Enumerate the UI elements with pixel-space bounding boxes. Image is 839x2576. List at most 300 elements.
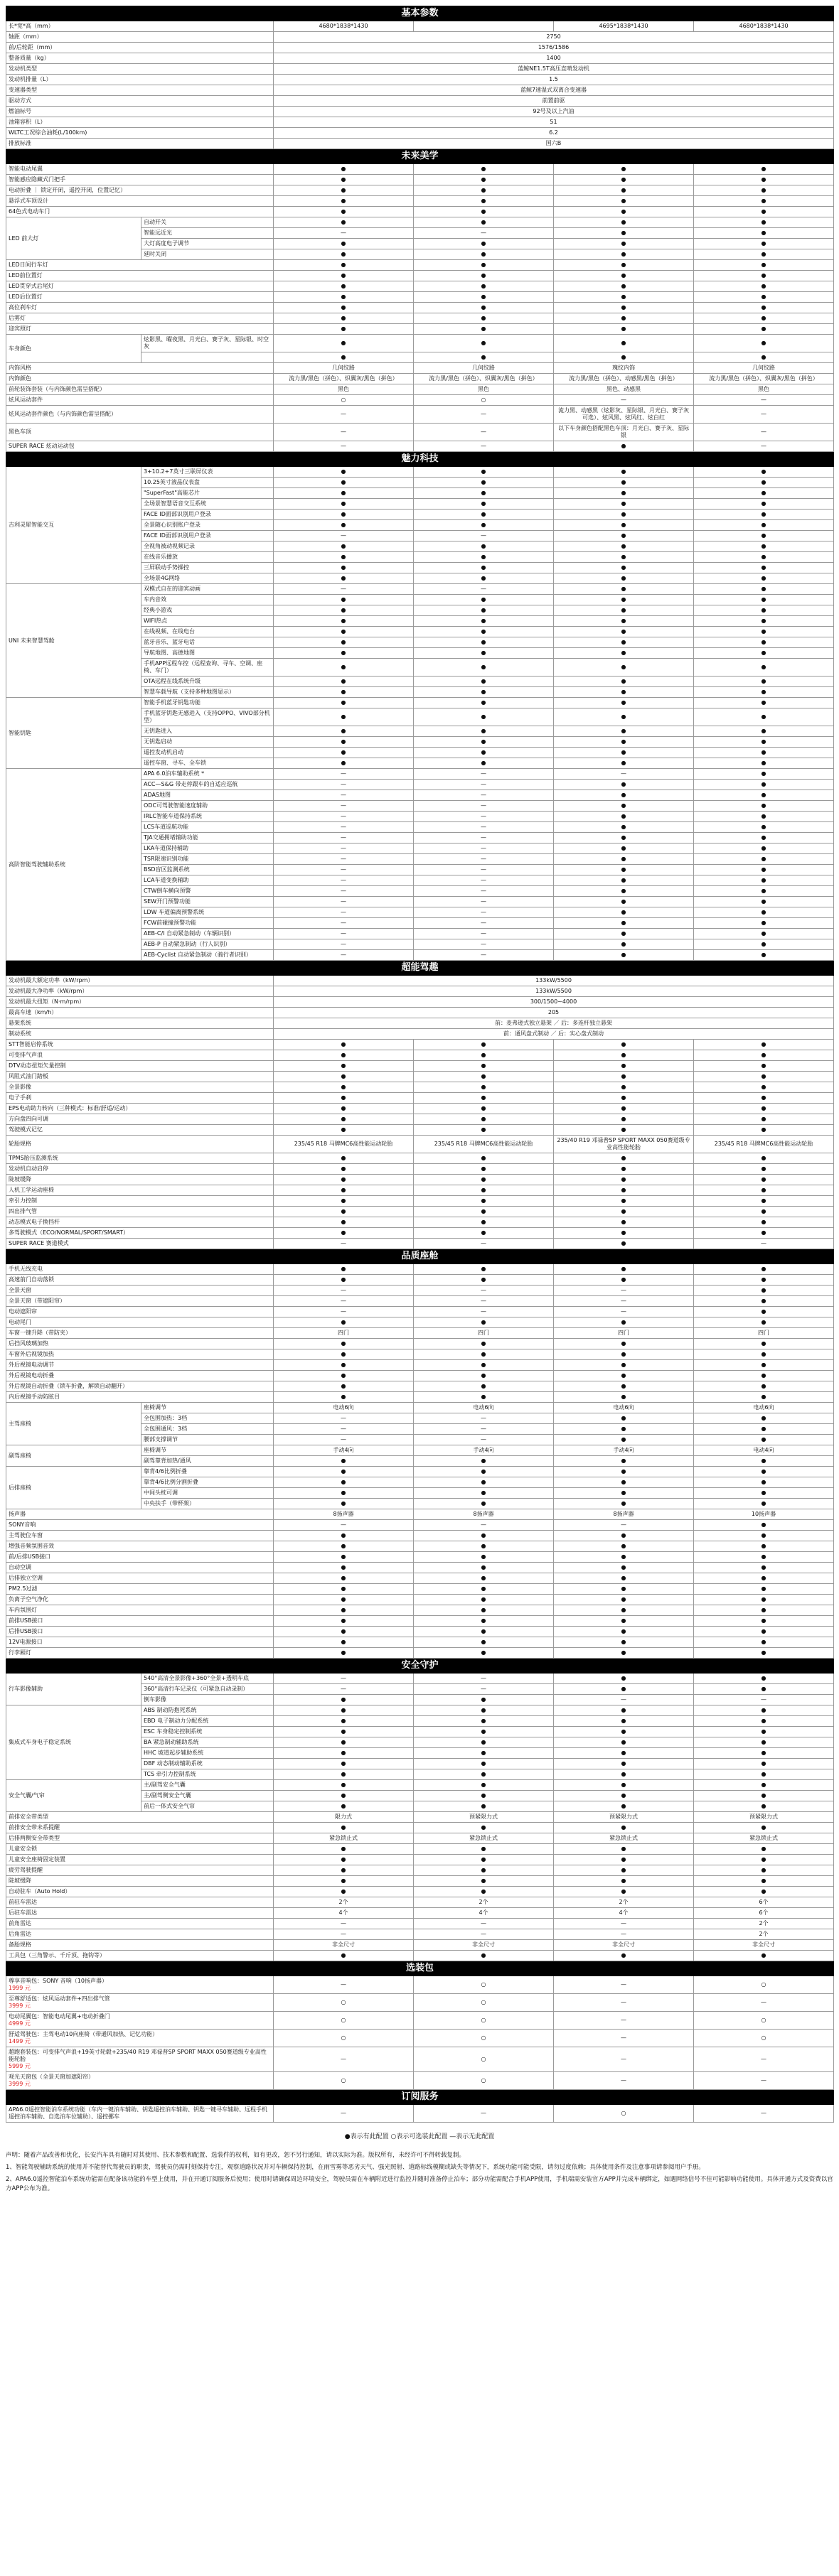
row-value: ● (414, 1605, 554, 1616)
row-value: — (414, 769, 554, 780)
row-value: ● (554, 1185, 694, 1196)
row-value: ● (554, 726, 694, 737)
row-value: ● (274, 637, 414, 648)
package-name: 尊享音响包：SONY 音响（10扬声器） (9, 1978, 107, 1984)
row-sublabel: TJA交通拥堵辅助功能 (141, 833, 274, 844)
row-sublabel: LCA车道变换辅助 (141, 875, 274, 886)
row-value: ● (414, 1072, 554, 1082)
row-value: ● (694, 907, 834, 918)
row-label: 四出排气管 (6, 1207, 274, 1217)
row-value: ● (694, 950, 834, 961)
row-sublabel: SEW开门预警功能 (141, 897, 274, 907)
row-value: ● (694, 1456, 834, 1467)
row-value: ● (414, 303, 554, 313)
spec-row (6, 1328, 834, 1339)
row-label: 驾驶模式记忆 (6, 1125, 274, 1136)
notes-block (6, 2151, 833, 2204)
row-value: — (414, 406, 554, 424)
row-value: ● (414, 1584, 554, 1595)
spec-row (6, 1381, 834, 1392)
row-sublabel: FACE ID面部识别用户登录 (141, 531, 274, 541)
row-sublabel: 智慧车载导航（支持多种地图显示） (141, 687, 274, 698)
row-value: ● (694, 352, 834, 363)
row-label: 扬声器 (6, 1509, 274, 1520)
row-value: 235/40 R19 邓禄普SP SPORT MAXX 050赛道级专业高性能轮胎 (554, 1136, 694, 1153)
row-value: 紧急锁止式 (694, 1833, 834, 1844)
row-sublabel: 延时关闭 (141, 249, 274, 260)
row-value: ● (554, 1627, 694, 1637)
row-label: 前排USB接口 (6, 1616, 274, 1627)
row-value: 预紧限力式 (414, 1812, 554, 1823)
row-label: LED 前大灯 (6, 217, 141, 260)
row-value: ● (414, 737, 554, 748)
row-label: 发动机最大额定功率（kW/rpm） (6, 976, 274, 986)
row-value: ● (554, 1360, 694, 1371)
package-price: 3999 元 (9, 2003, 31, 2009)
row-value: ● (274, 335, 414, 352)
row-value: 黑色 (414, 384, 554, 395)
row-value: ● (694, 1061, 834, 1072)
section-title: 选装包 (6, 1961, 834, 1976)
row-value: ● (694, 605, 834, 616)
row-label: 后排独立空调 (6, 1573, 274, 1584)
row-value: ● (694, 737, 834, 748)
row-value: ● (274, 185, 414, 196)
row-label: 发动机最大净功率（kW/rpm） (6, 986, 274, 997)
spec-row (6, 1616, 834, 1627)
row-value: 电动6向 (414, 1403, 554, 1413)
spec-row (6, 1175, 834, 1185)
row-value: ● (274, 1716, 414, 1727)
row-sublabel: 大灯高度电子调节 (141, 239, 274, 249)
spec-row (6, 976, 834, 986)
row-value: ● (274, 595, 414, 605)
row-label (6, 2030, 274, 2047)
row-value: ● (554, 748, 694, 758)
row-value: ● (694, 1563, 834, 1573)
row-value: ● (554, 708, 694, 726)
row-value: 1576/1586 (274, 43, 834, 53)
row-sublabel: ESC 车身稳定控制系统 (141, 1727, 274, 1737)
spec-row (6, 1552, 834, 1563)
row-sublabel: 无钥匙进入 (141, 726, 274, 737)
row-label: 负离子空气净化 (6, 1595, 274, 1605)
row-value: ● (694, 1371, 834, 1381)
spec-row (6, 1196, 834, 1207)
row-value: ○ (274, 1994, 414, 2012)
row-label: STT智能启停系统 (6, 1040, 274, 1050)
row-value: — (414, 833, 554, 844)
row-value: ● (274, 1584, 414, 1595)
section-title: 基本参数 (6, 6, 834, 21)
row-value: ● (414, 1499, 554, 1509)
row-value: ● (274, 737, 414, 748)
row-value: ● (274, 573, 414, 584)
row-value: ● (694, 1275, 834, 1286)
row-value: ● (554, 1467, 694, 1477)
spec-row (6, 1029, 834, 1040)
row-value: ● (694, 1648, 834, 1659)
row-value: ● (414, 1093, 554, 1104)
spec-row (6, 2072, 834, 2090)
row-value: — (694, 1239, 834, 1249)
row-value: 以下车身颜色搭配黑色车顶：月光白、赛子灰、星际银 (554, 424, 694, 441)
row-sublabel: LKA车道保持辅助 (141, 844, 274, 854)
row-value: — (274, 2047, 414, 2072)
row-label: 前/后排USB接口 (6, 1552, 274, 1563)
row-value: ● (554, 918, 694, 929)
spec-row (6, 986, 834, 997)
row-value: ● (554, 886, 694, 897)
row-value: — (274, 854, 414, 865)
row-value: ● (694, 1855, 834, 1865)
row-value: ● (274, 1605, 414, 1616)
spec-row (6, 64, 834, 75)
row-sublabel: 在线视频、在线电台 (141, 627, 274, 637)
row-sublabel: CTW倒车横向预警 (141, 886, 274, 897)
row-value: ● (414, 1317, 554, 1328)
row-value: — (274, 1684, 414, 1695)
row-value: — (414, 812, 554, 822)
package-price: 4999 元 (9, 2020, 31, 2027)
row-sublabel: LCS车道巡航功能 (141, 822, 274, 833)
row-value: ● (694, 1207, 834, 1217)
row-value: ● (414, 478, 554, 488)
row-value: ● (414, 1855, 554, 1865)
row-label: 迎宾照灯 (6, 324, 274, 335)
row-sublabel: HHC 坡道起步辅助系统 (141, 1748, 274, 1759)
row-value: ● (274, 1093, 414, 1104)
spec-row (6, 207, 834, 217)
spec-row (6, 96, 834, 107)
row-value: — (414, 844, 554, 854)
row-value: — (414, 1424, 554, 1435)
row-value: ● (274, 563, 414, 573)
spec-row (6, 1018, 834, 1029)
row-value: 51 (274, 117, 834, 128)
spec-row (6, 1185, 834, 1196)
row-value: ○ (694, 2030, 834, 2047)
spec-row (6, 292, 834, 303)
row-value: ● (554, 1477, 694, 1488)
row-value: ● (694, 271, 834, 281)
spec-row (6, 21, 834, 32)
row-value: ● (414, 1876, 554, 1887)
row-value: — (274, 1520, 414, 1531)
row-sublabel: 遥控车窗、寻车、全车锁 (141, 758, 274, 769)
row-label: 发动机自动启停 (6, 1164, 274, 1175)
row-sublabel: ADAS地图 (141, 790, 274, 801)
row-value: ● (274, 1499, 414, 1509)
row-value: ● (554, 228, 694, 239)
row-value: ● (274, 1823, 414, 1833)
row-value: 四门 (694, 1328, 834, 1339)
row-value: ● (274, 1228, 414, 1239)
row-value: ● (274, 726, 414, 737)
row-value: ● (274, 1114, 414, 1125)
row-value: 电动6向 (554, 1403, 694, 1413)
row-value: ● (414, 499, 554, 510)
package-price: 1999 元 (9, 1985, 31, 1991)
row-value: ● (694, 510, 834, 520)
legend: ●表示有此配置 ○表示可选装此配置 —表示无此配置 (344, 2133, 495, 2140)
spec-row (6, 374, 834, 384)
section-title: 订阅服务 (6, 2090, 834, 2105)
row-value: ● (274, 1339, 414, 1349)
row-value: ● (554, 865, 694, 875)
row-value: ● (694, 1349, 834, 1360)
row-sublabel: 副驾靠背加热/通风 (141, 1456, 274, 1467)
row-value: ● (554, 1082, 694, 1093)
row-value: 8扬声器 (554, 1509, 694, 1520)
row-value: 2个 (274, 1897, 414, 1908)
row-value: ● (554, 1584, 694, 1595)
row-value: ● (694, 726, 834, 737)
row-value: 手动4向 (554, 1445, 694, 1456)
row-value: — (414, 822, 554, 833)
row-value: ● (694, 207, 834, 217)
row-value: ● (274, 1050, 414, 1061)
spec-row (6, 1887, 834, 1897)
row-value: ● (554, 1349, 694, 1360)
row-value: ● (694, 1780, 834, 1791)
row-label: 车窗外后视镜加热 (6, 1349, 274, 1360)
row-value: ● (274, 1349, 414, 1360)
spec-row (6, 75, 834, 85)
row-value: ● (694, 324, 834, 335)
row-value: ● (274, 467, 414, 478)
row-value: — (554, 395, 694, 406)
spec-row (6, 32, 834, 43)
row-label: 燃油标号 (6, 107, 274, 117)
row-value: ● (274, 1791, 414, 1801)
row-value: ● (554, 637, 694, 648)
row-value: ● (274, 217, 414, 228)
row-value: ● (694, 1499, 834, 1509)
row-label: 炫风运动套件 (6, 395, 274, 406)
row-value: — (414, 790, 554, 801)
row-value: ● (554, 541, 694, 552)
row-value: ● (554, 780, 694, 790)
row-value: ● (274, 1637, 414, 1648)
row-value: ● (694, 1072, 834, 1082)
spec-row (6, 2047, 834, 2072)
row-value: 黑色 (694, 384, 834, 395)
row-value: ● (274, 659, 414, 677)
section-title: 未来美学 (6, 149, 834, 164)
row-value: ● (554, 249, 694, 260)
row-value: ● (414, 758, 554, 769)
row-value: 1.5 (274, 75, 834, 85)
spec-row (6, 1050, 834, 1061)
row-value: ● (554, 1887, 694, 1897)
row-value: ● (554, 1093, 694, 1104)
row-value: ● (414, 1716, 554, 1727)
row-value: ● (274, 1164, 414, 1175)
row-value: ● (554, 1865, 694, 1876)
row-sublabel: AEB-C/I 自动紧急制动（车辆识别） (141, 929, 274, 939)
row-label: PM2.5过滤 (6, 1584, 274, 1595)
row-value: ● (414, 175, 554, 185)
row-sublabel: 座椅调节 (141, 1403, 274, 1413)
row-label: SONY音响 (6, 1520, 274, 1531)
row-value: 6个 (694, 1897, 834, 1908)
row-value: ● (554, 303, 694, 313)
row-value: ● (414, 239, 554, 249)
row-value: ● (554, 185, 694, 196)
row-sublabel: 无钥匙启动 (141, 737, 274, 748)
row-value: 92号及以上汽油 (274, 107, 834, 117)
row-sublabel: OTA远程在线系统升级 (141, 677, 274, 687)
row-value: ● (554, 175, 694, 185)
row-label: TPMS胎压监测系统 (6, 1153, 274, 1164)
row-value: ● (414, 352, 554, 363)
row-value: 紧急锁止式 (274, 1833, 414, 1844)
row-value: ● (554, 207, 694, 217)
row-label: 全景天窗 (6, 1286, 274, 1296)
row-value: ● (414, 648, 554, 659)
row-value: ● (414, 1573, 554, 1584)
row-value: ● (414, 1467, 554, 1477)
row-label (6, 1976, 274, 1994)
spec-row (6, 1674, 834, 1684)
row-value: ● (694, 1185, 834, 1196)
row-value: ● (694, 1876, 834, 1887)
row-value: ● (414, 292, 554, 303)
row-value: ● (694, 812, 834, 822)
row-value: ● (694, 1175, 834, 1185)
row-value: ● (694, 1381, 834, 1392)
row-value: ● (694, 499, 834, 510)
row-sublabel: 3+10.2+7英寸三联屏仪表 (141, 467, 274, 478)
row-value: ● (554, 584, 694, 595)
row-value: 非全尺寸 (694, 1940, 834, 1951)
row-value: — (414, 1520, 554, 1531)
spec-row (6, 2030, 834, 2047)
row-value: 黑色 (274, 384, 414, 395)
row-label: 整备质量（kg） (6, 53, 274, 64)
section-header-subscription (6, 2090, 834, 2105)
row-value: ● (414, 552, 554, 563)
row-value: ● (694, 1125, 834, 1136)
row-value: 8扬声器 (274, 1509, 414, 1520)
row-value: ● (694, 886, 834, 897)
row-label: 64色式电动车门 (6, 207, 274, 217)
row-value: ● (414, 687, 554, 698)
row-value: ● (274, 324, 414, 335)
row-value: — (274, 865, 414, 875)
row-value: ● (694, 1104, 834, 1114)
row-value: ● (694, 939, 834, 950)
row-value: ● (554, 939, 694, 950)
row-value: ● (554, 1413, 694, 1424)
row-value: ● (414, 1456, 554, 1467)
row-value: ● (414, 1164, 554, 1175)
spec-row (6, 1563, 834, 1573)
row-value: ● (694, 1595, 834, 1605)
row-sublabel: LDW 车道偏离预警系统 (141, 907, 274, 918)
row-value: ● (274, 1616, 414, 1627)
row-value: ● (274, 175, 414, 185)
row-value: ● (274, 1780, 414, 1791)
row-value: ● (694, 790, 834, 801)
row-value: ● (694, 769, 834, 780)
row-value: ● (694, 1228, 834, 1239)
row-value: — (274, 406, 414, 424)
row-value: ● (554, 844, 694, 854)
row-value: ● (554, 499, 694, 510)
row-label: 行李厢灯 (6, 1648, 274, 1659)
row-value: ● (274, 1951, 414, 1961)
spec-row (6, 1940, 834, 1951)
row-value: ● (414, 1695, 554, 1705)
row-value: ● (414, 1823, 554, 1833)
row-value: — (274, 875, 414, 886)
row-sublabel: 540°高清全景影像+360°全景+透明车底 (141, 1674, 274, 1684)
spec-row (6, 281, 834, 292)
row-value: ● (554, 510, 694, 520)
row-value: ● (694, 164, 834, 175)
row-value: ● (274, 292, 414, 303)
spec-row (6, 1286, 834, 1296)
spec-row (6, 1104, 834, 1114)
row-label: 行车影像辅助 (6, 1674, 141, 1705)
row-label: 悬浮式车顶设计 (6, 196, 274, 207)
row-value: ● (274, 1855, 414, 1865)
row-value: ● (414, 313, 554, 324)
row-value: — (414, 929, 554, 939)
row-value: ● (274, 1456, 414, 1467)
row-value: — (274, 1919, 414, 1929)
row-value: ● (414, 1275, 554, 1286)
spec-row (6, 1951, 834, 1961)
row-value: ● (274, 1876, 414, 1887)
row-value: ● (694, 1769, 834, 1780)
row-sublabel: DBF 动态制动辅助系统 (141, 1759, 274, 1769)
row-value: ● (414, 164, 554, 175)
row-value: ● (274, 1477, 414, 1488)
package-name: 观光天窗包（全景天窗加遮阳帘） (9, 2074, 94, 2080)
row-value: ● (274, 627, 414, 637)
row-value: ● (274, 1061, 414, 1072)
row-value: 10扬声器 (694, 1509, 834, 1520)
row-value: ● (274, 1705, 414, 1716)
row-value: — (414, 886, 554, 897)
section-header-driving (6, 961, 834, 976)
row-value: ● (554, 1552, 694, 1563)
row-value: 几何纹路 (274, 363, 414, 374)
row-value: 手动4向 (414, 1445, 554, 1456)
spec-row (6, 1467, 834, 1477)
row-value: ● (694, 865, 834, 875)
row-value: ● (554, 1499, 694, 1509)
row-value: 2750 (274, 32, 834, 43)
row-value: 4个 (414, 1908, 554, 1919)
row-value: ● (414, 1371, 554, 1381)
row-value: 235/45 R18 马牌MC6高性能运动轮胎 (694, 1136, 834, 1153)
row-value: ● (694, 1727, 834, 1737)
row-value: ● (694, 780, 834, 790)
row-label: 制动系统 (6, 1029, 274, 1040)
row-value: ● (414, 1153, 554, 1164)
spec-row (6, 2012, 834, 2030)
row-value: ● (554, 1196, 694, 1207)
row-value: 紧急锁止式 (414, 1833, 554, 1844)
row-value: ● (554, 1823, 694, 1833)
package-name: 超跑套装包：可变排气声浪+19英寸轮毂+235/40 R19 邓禄普SP SPORT MAXX 050赛道级专业高性能轮胎 (9, 2049, 267, 2062)
section-header-basic (6, 6, 834, 21)
section-header-packages (6, 1961, 834, 1976)
